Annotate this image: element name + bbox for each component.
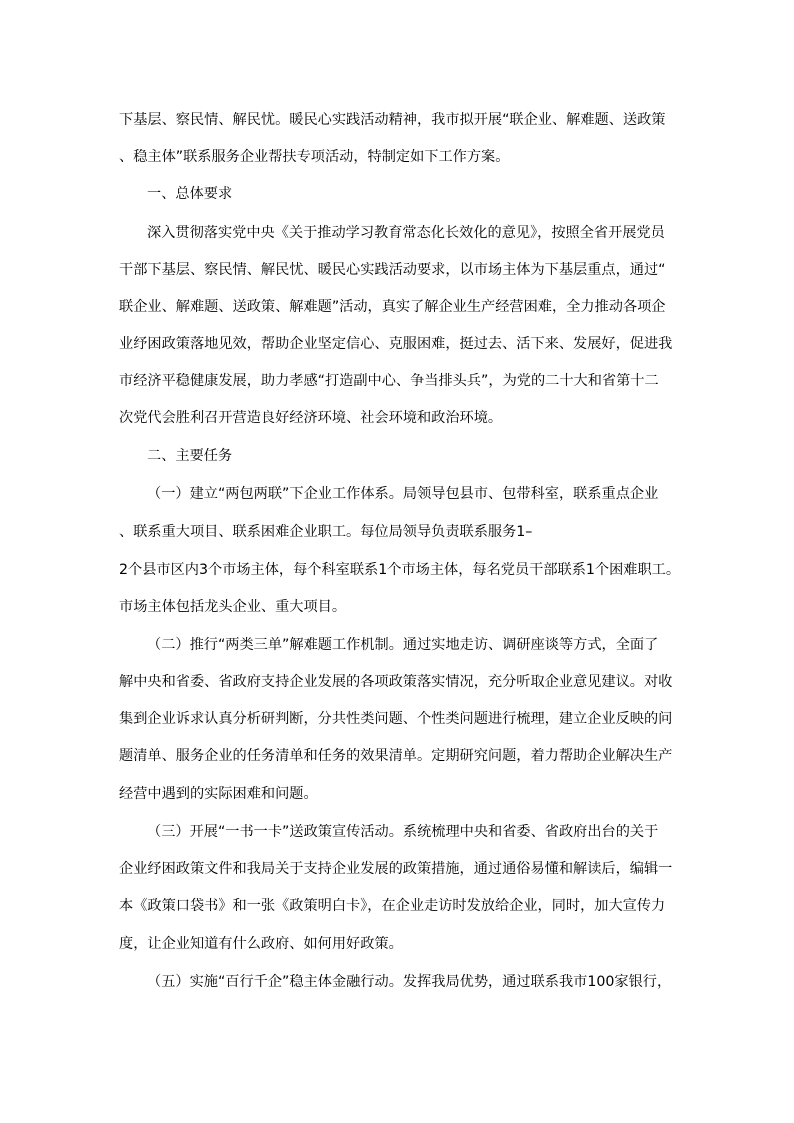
body-text-line: （三）开展“一书一卡”送政策宣传活动。系统梳理中央和省委、省政府出台的关于 — [147, 824, 659, 840]
body-text-line: 企业纾困政策文件和我局关于支持企业发展的政策措施，通过通俗易懂和解读后，编辑一 — [119, 861, 673, 877]
body-text-line: 、联系重大项目、联系困难企业职工。每位局领导负责联系服务1– — [119, 524, 533, 540]
body-text-line: 经营中遇到的实际困难和问题。 — [119, 786, 318, 802]
section-heading: 一、总体要求 — [147, 186, 233, 202]
body-text-line: 市场主体包括龙头企业、重大项目。 — [119, 599, 347, 615]
body-text-line: 次党代会胜利召开营造良好经济环境、社会环境和政治环境。 — [119, 410, 503, 426]
body-text-line: 2个县市区内3个市场主体，每个科室联系1个市场主体，每名党员干部联系1个困难职工。 — [119, 562, 681, 578]
body-text-line: （二）推行“两类三单”解难题工作机制。通过实地走访、调研座谈等方式，全面了 — [147, 637, 659, 653]
body-text-line: 市经济平稳健康发展，助力孝感“打造副中心、争当排头兵”，为党的二十大和省第十二 — [119, 373, 659, 389]
body-text-line: （五）实施“百行千企”稳主体金融行动。发挥我局优势，通过联系我市100家银行， — [147, 974, 672, 990]
body-text-line: 业纾困政策落地见效，帮助企业坚定信心、克服困难，挺过去、活下来、发展好，促进我 — [119, 336, 673, 352]
body-text-line: 深入贯彻落实党中央《关于推动学习教育常态化长效化的意见》，按照全省开展党员 — [147, 225, 665, 241]
body-text-line: 干部下基层、察民情、解民忧、暖民心实践活动要求，以市场主体为下基层重点，通过“ — [119, 262, 666, 278]
body-text-line: 本《政策口袋书》和一张《政策明白卡》，在企业走访时发放给企业，同时，加大宣传力 — [119, 898, 666, 914]
body-text-line: 解中央和省委、省政府支持企业发展的各项政策落实情况，充分听取企业意见建议。对收 — [119, 674, 673, 690]
body-text-line: 题清单、服务企业的任务清单和任务的效果清单。定期研究问题，着力帮助企业解决生产 — [119, 748, 673, 764]
section-heading: 二、主要任务 — [147, 448, 233, 464]
body-text-line: 度，让企业知道有什么政府、如何用好政策。 — [119, 936, 403, 952]
body-text-line: 、稳主体”联系服务企业帮扶专项活动，特制定如下工作方案。 — [119, 149, 510, 165]
body-text-line: （一）建立“两包两联”下企业工作体系。局领导包县市、包带科室，联系重点企业 — [147, 486, 659, 502]
body-text-line: 下基层、察民情、解民忧。暖民心实践活动精神，我市拟开展“联企业、解难题、送政策 — [119, 112, 666, 128]
body-text-line: 集到企业诉求认真分析研判断，分共性类问题、个性类问题进行梳理，建立企业反映的问 — [119, 711, 673, 727]
body-text-line: 联企业、解难题、送政策、解难题”活动，真实了解企业生产经营困难，全力推动各项企 — [119, 299, 666, 315]
